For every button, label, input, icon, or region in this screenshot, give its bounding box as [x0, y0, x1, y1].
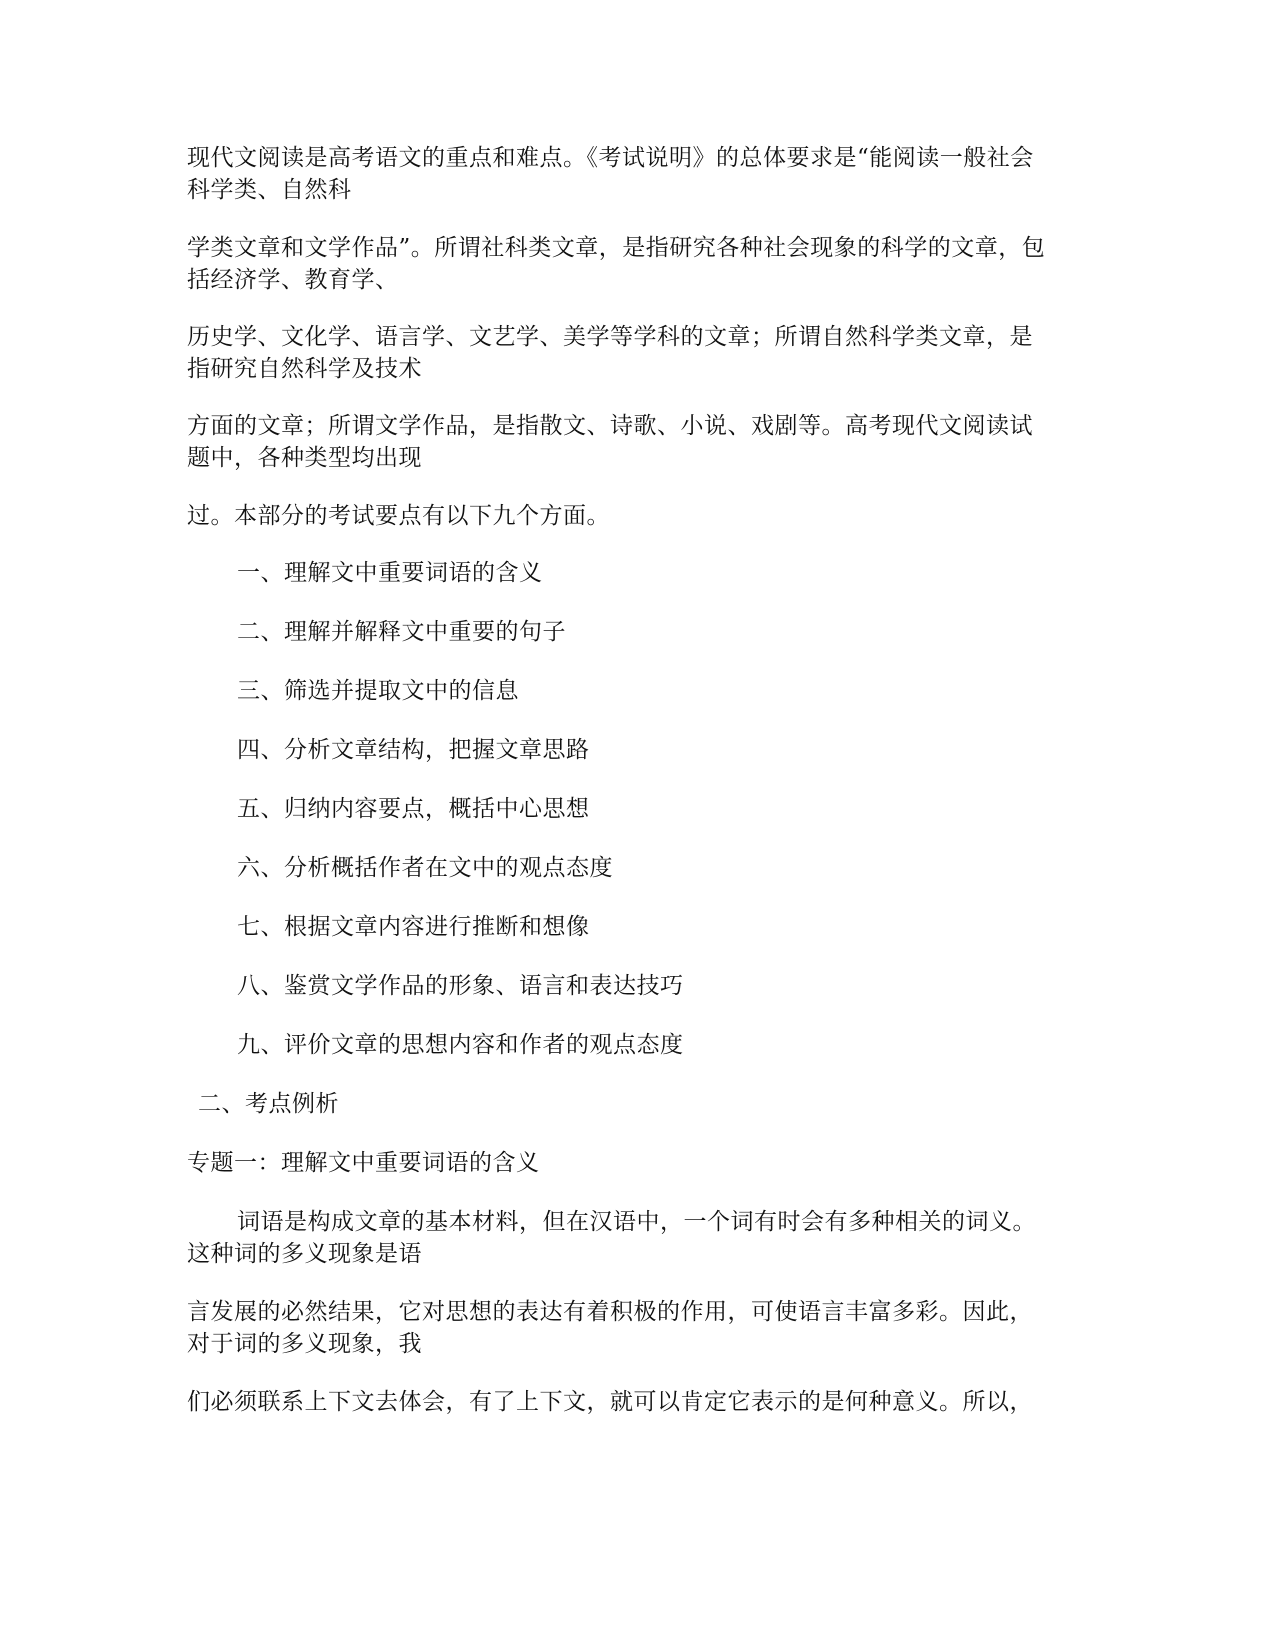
- exam-point-7: 七、根据文章内容进行推断和想像: [237, 914, 590, 940]
- exam-point-6: 六、分析概括作者在文中的观点态度: [237, 855, 613, 881]
- intro-line-2b: 括经济学、教育学、: [187, 267, 399, 293]
- intro-line-3b: 指研究自然科学及技术: [187, 356, 422, 382]
- topic-heading: 专题一：理解文中重要词语的含义: [187, 1150, 540, 1176]
- exam-point-2: 二、理解并解释文中重要的句子: [237, 619, 566, 645]
- intro-line-4b: 题中，各种类型均出现: [187, 445, 422, 471]
- intro-line-1b: 科学类、自然科: [187, 177, 352, 203]
- topic-line-2a: 言发展的必然结果，它对思想的表达有着积极的作用，可使语言丰富多彩。因此，: [187, 1299, 1033, 1325]
- topic-line-1b: 这种词的多义现象是语: [187, 1241, 422, 1267]
- intro-line-3a: 历史学、文化学、语言学、文艺学、美学等学科的文章；所谓自然科学类文章，是: [187, 324, 1033, 350]
- exam-point-4: 四、分析文章结构，把握文章思路: [237, 737, 590, 763]
- intro-line-2a: 学类文章和文学作品”。所谓社科类文章，是指研究各种社会现象的科学的文章，包: [187, 235, 1046, 261]
- intro-line-1a: 现代文阅读是高考语文的重点和难点。《考试说明》的总体要求是“能阅读一般社会: [187, 145, 1034, 171]
- section-heading: 二、考点例析: [198, 1091, 339, 1117]
- exam-point-1: 一、理解文中重要词语的含义: [237, 560, 543, 586]
- intro-line-4a: 方面的文章；所谓文学作品，是指散文、诗歌、小说、戏剧等。高考现代文阅读试: [187, 413, 1033, 439]
- intro-line-end: 过。本部分的考试要点有以下九个方面。: [187, 503, 610, 529]
- topic-line-1a: 词语是构成文章的基本材料，但在汉语中，一个词有时会有多种相关的词义。: [237, 1209, 1036, 1235]
- exam-point-5: 五、归纳内容要点，概括中心思想: [237, 796, 590, 822]
- exam-point-9: 九、评价文章的思想内容和作者的观点态度: [237, 1032, 684, 1058]
- topic-line-2b: 对于词的多义现象，我: [187, 1331, 422, 1357]
- topic-line-3: 们必须联系上下文去体会，有了上下文，就可以肯定它表示的是何种意义。所以，: [187, 1389, 1033, 1415]
- exam-point-8: 八、鉴赏文学作品的形象、语言和表达技巧: [237, 973, 684, 999]
- exam-point-3: 三、筛选并提取文中的信息: [237, 678, 519, 704]
